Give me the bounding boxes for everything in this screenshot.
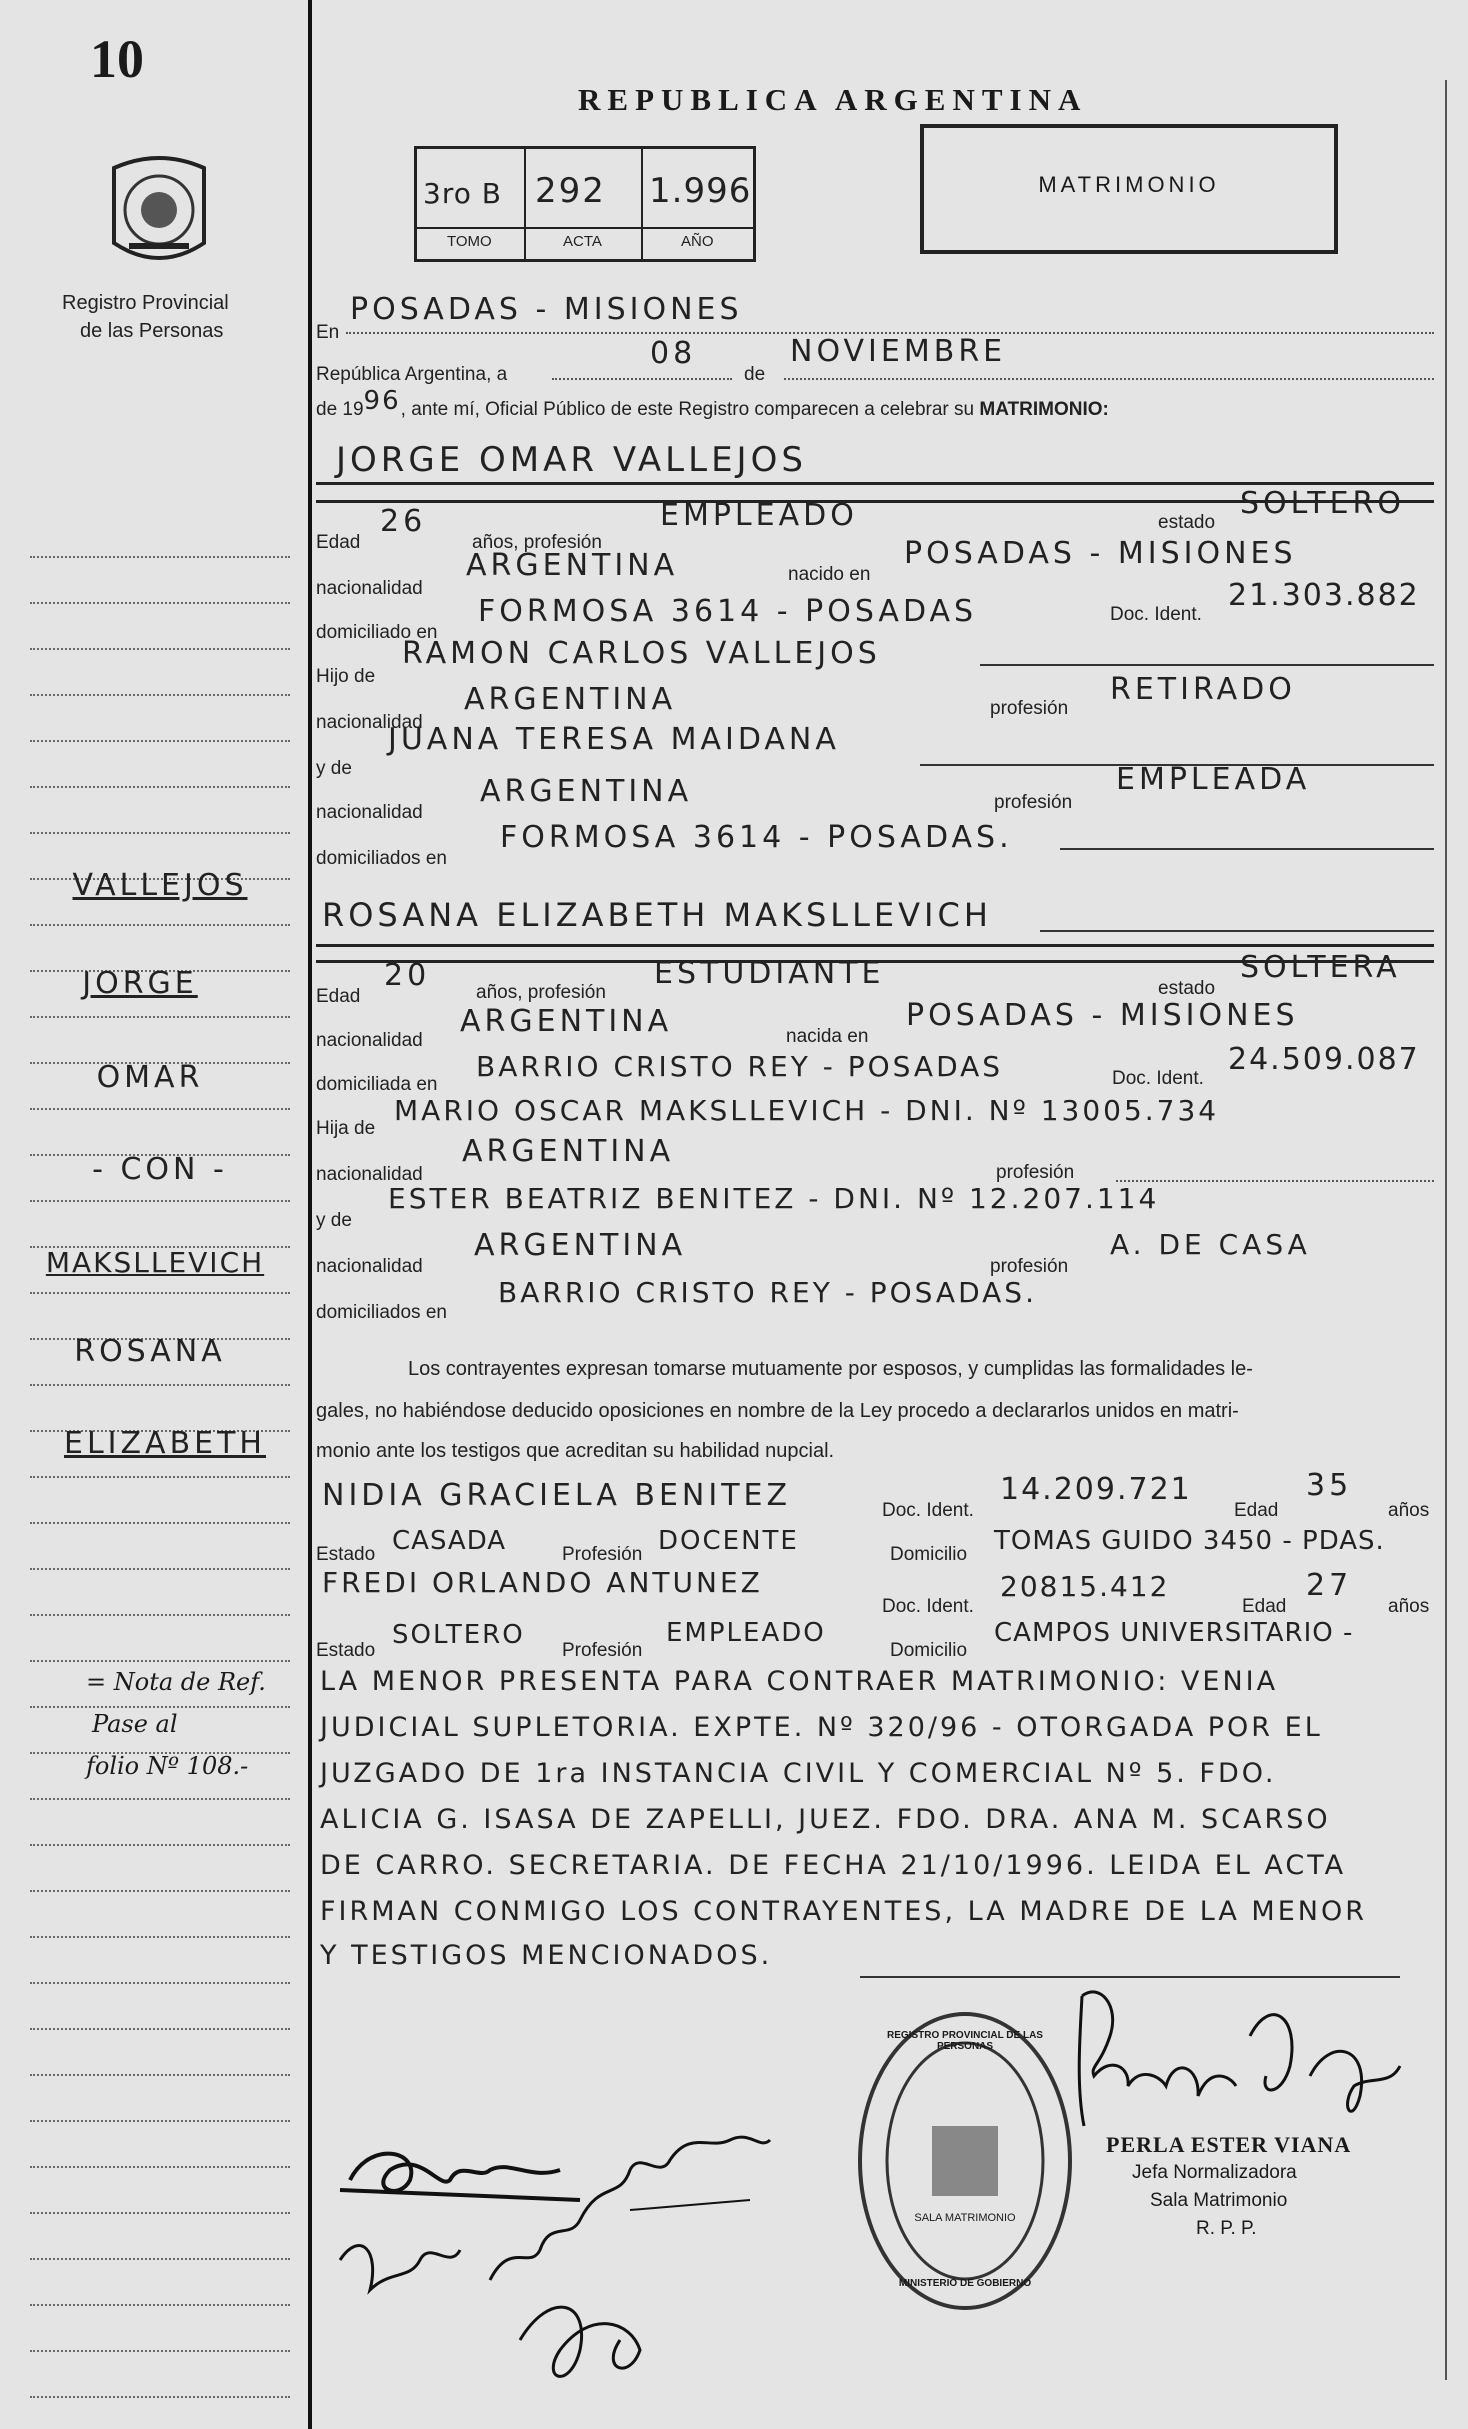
intro-sentence bbox=[316, 386, 1109, 422]
bride-father-prof-line bbox=[1116, 1180, 1434, 1182]
registry-stamp bbox=[858, 2012, 1072, 2310]
official-title: Jefa Normalizadora bbox=[1132, 2162, 1297, 2183]
margin-ruled-line bbox=[30, 832, 290, 834]
margin-ruled-line bbox=[30, 1798, 290, 1800]
margin-ruled-line bbox=[30, 1844, 290, 1846]
margin-ruled-line bbox=[30, 1200, 290, 1202]
stamp-outer-text: REGISTRO PROVINCIAL DE LAS PERSONAS bbox=[887, 2030, 1043, 2052]
stamp-inner-text: SALA MATRIMONIO bbox=[914, 2212, 1016, 2224]
groom-profession: EMPLEADO bbox=[660, 498, 858, 533]
left-margin-border bbox=[308, 0, 312, 2429]
page-number: 10 bbox=[90, 29, 144, 89]
margin-note-2: Pase al bbox=[92, 1710, 178, 1738]
groom-doc: 21.303.882 bbox=[1228, 578, 1420, 613]
margin-ruled-line bbox=[30, 924, 290, 926]
groom-name: JORGE OMAR VALLEJOS bbox=[336, 440, 807, 480]
margin-ruled-line bbox=[30, 1384, 290, 1386]
groom-prof-label: años, profesión bbox=[472, 532, 602, 553]
registry-line-2: de las Personas bbox=[80, 320, 224, 342]
official-name: PERLA ESTER VIANA bbox=[1106, 2132, 1352, 2157]
record-box bbox=[414, 146, 756, 262]
tomo-label: TOMO bbox=[447, 233, 492, 250]
margin-name-1: VALLEJOS bbox=[72, 868, 248, 903]
month-line bbox=[784, 378, 1434, 380]
note-line-7: Y TESTIGOS MENCIONADOS. bbox=[320, 1940, 773, 1971]
margin-ruled-line bbox=[30, 2166, 290, 2168]
bride-parents-address: BARRIO CRISTO REY - POSADAS. bbox=[498, 1276, 1037, 1309]
intro-text: , ante mí, Oficial Público de este Registro comparecen a celebrar su bbox=[400, 399, 975, 420]
bride-father-label: Hija de bbox=[316, 1118, 376, 1139]
bride-doc-label: Doc. Ident. bbox=[1112, 1068, 1204, 1089]
bride-mother-prof-label: profesión bbox=[990, 1256, 1069, 1277]
margin-ruled-line bbox=[30, 1890, 290, 1892]
witness-1-doc: 14.209.721 bbox=[1000, 1472, 1192, 1507]
right-border bbox=[1445, 80, 1447, 2380]
bride-born-label: nacida en bbox=[786, 1026, 869, 1047]
bride-birthplace: POSADAS - MISIONES bbox=[906, 998, 1299, 1033]
witness-1-age-label: Edad bbox=[1234, 1500, 1279, 1521]
groom-father-prof-label: profesión bbox=[990, 698, 1069, 719]
bride-state-label: estado bbox=[1158, 978, 1216, 999]
bride-mother-prof: A. DE CASA bbox=[1110, 1228, 1311, 1261]
bride-name-line bbox=[1040, 930, 1434, 932]
margin-name-3: OMAR bbox=[96, 1060, 204, 1095]
witness-2-dom-label: Domicilio bbox=[890, 1640, 968, 1661]
note-line-5: DE CARRO. SECRETARIA. DE FECHA 21/10/1996. LEIDA EL ACTA bbox=[320, 1850, 1347, 1881]
margin-ruled-line bbox=[30, 2212, 290, 2214]
intro-year: 96 bbox=[363, 386, 401, 416]
margin-ruled-line bbox=[30, 2304, 290, 2306]
doc-type-label: MATRIMONIO bbox=[1038, 172, 1220, 197]
bride-name-rule bbox=[316, 944, 1434, 947]
margin-name-6: ROSANA bbox=[74, 1334, 226, 1369]
intro-month: NOVIEMBRE bbox=[790, 334, 1007, 369]
bride-nat-label: nacionalidad bbox=[316, 1030, 423, 1051]
groom-doc-label: Doc. Ident. bbox=[1110, 604, 1202, 625]
margin-ruled-line bbox=[30, 1292, 290, 1294]
groom-father-nat: ARGENTINA bbox=[464, 682, 677, 717]
bride-father-prof-label: profesión bbox=[996, 1162, 1075, 1183]
groom-age: 26 bbox=[380, 504, 427, 539]
ano-value: 1.996 bbox=[649, 171, 752, 211]
witness-1-prof-label: Profesión bbox=[562, 1544, 643, 1565]
bride-nationality: ARGENTINA bbox=[460, 1004, 673, 1039]
ano-label: AÑO bbox=[681, 233, 714, 250]
intro-day: 08 bbox=[650, 336, 697, 371]
margin-ruled-line bbox=[30, 2350, 290, 2352]
margin-ruled-line bbox=[30, 694, 290, 696]
bride-profession: ESTUDIANTE bbox=[654, 956, 885, 991]
margin-ruled-line bbox=[30, 1568, 290, 1570]
bride-father-nat: ARGENTINA bbox=[462, 1134, 675, 1169]
bride-state: SOLTERA bbox=[1240, 950, 1401, 985]
groom-mother-prof-label: profesión bbox=[994, 792, 1073, 813]
groom-mother-label: y de bbox=[316, 758, 352, 779]
de-label: de bbox=[744, 364, 766, 385]
bride-dom-label: domiciliada en bbox=[316, 1074, 438, 1095]
margin-note-1: = Nota de Ref. bbox=[86, 1668, 266, 1696]
margin-ruled-line bbox=[30, 648, 290, 650]
groom-father-line bbox=[980, 664, 1434, 666]
witness-1-state-label: Estado bbox=[316, 1544, 376, 1565]
acta-label: ACTA bbox=[563, 233, 602, 250]
groom-father-prof: RETIRADO bbox=[1110, 672, 1296, 707]
official-office: Sala Matrimonio bbox=[1150, 2190, 1288, 2211]
witness-2-address: CAMPOS UNIVERSITARIO - bbox=[994, 1618, 1354, 1648]
margin-ruled-line bbox=[30, 2396, 290, 2398]
bride-father: MARIO OSCAR MAKSLLEVICH - DNI. Nº 13005.734 bbox=[394, 1094, 1220, 1127]
margin-ruled-line bbox=[30, 1660, 290, 1662]
registry-emblem bbox=[104, 148, 214, 268]
party-signatures bbox=[330, 2120, 790, 2400]
bride-mother: ESTER BEATRIZ BENITEZ - DNI. Nº 12.207.114 bbox=[388, 1182, 1160, 1215]
doc-type-box bbox=[920, 124, 1338, 254]
margin-ruled-line bbox=[30, 740, 290, 742]
margin-ruled-line bbox=[30, 1016, 290, 1018]
margin-ruled-line bbox=[30, 1476, 290, 1478]
bride-mother-nat-label: nacionalidad bbox=[316, 1256, 423, 1277]
witness-1-doc-label: Doc. Ident. bbox=[882, 1500, 974, 1521]
intro-place: POSADAS - MISIONES bbox=[350, 292, 743, 327]
margin-note-3: folio Nº 108.- bbox=[86, 1752, 249, 1780]
witness-2-age: 27 bbox=[1306, 1568, 1353, 1603]
witness-1-address: TOMAS GUIDO 3450 - PDAS. bbox=[994, 1526, 1385, 1556]
witness-1-years-label: años bbox=[1388, 1500, 1430, 1521]
groom-state-label: estado bbox=[1158, 512, 1216, 533]
groom-mother-nat-label: nacionalidad bbox=[316, 802, 423, 823]
groom-mother: JUANA TERESA MAIDANA bbox=[388, 722, 840, 757]
bride-prof-label: años, profesión bbox=[476, 982, 606, 1003]
margin-ruled-line bbox=[30, 2074, 290, 2076]
margin-ruled-line bbox=[30, 1936, 290, 1938]
witness-2-state: SOLTERO bbox=[392, 1620, 525, 1650]
year-prefix: de 19 bbox=[316, 399, 364, 420]
witness-2-profession: EMPLEADO bbox=[666, 1618, 826, 1648]
margin-ruled-line bbox=[30, 2258, 290, 2260]
witness-1-state: CASADA bbox=[392, 1526, 507, 1556]
declaration-line-1: Los contrayentes expresan tomarse mutuamente por esposos, y cumplidas las formalidades le- bbox=[408, 1358, 1253, 1380]
margin-ruled-line bbox=[30, 1982, 290, 1984]
witness-1-profession: DOCENTE bbox=[658, 1526, 799, 1556]
groom-dom-label: domiciliado en bbox=[316, 622, 438, 643]
groom-father-nat-label: nacionalidad bbox=[316, 712, 423, 733]
margin-ruled-line bbox=[30, 786, 290, 788]
note-line-4: ALICIA G. ISASA DE ZAPELLI, JUEZ. FDO. DRA. ANA M. SCARSO bbox=[320, 1804, 1331, 1835]
witness-2-name: FREDI ORLANDO ANTUNEZ bbox=[322, 1566, 763, 1599]
groom-father: RAMON CARLOS VALLEJOS bbox=[402, 636, 881, 671]
bride-parents-dom-label: domiciliados en bbox=[316, 1302, 447, 1323]
witness-2-prof-label: Profesión bbox=[562, 1640, 643, 1661]
stamp-bottom-text: MINISTERIO DE GOBIERNO bbox=[898, 2278, 1032, 2289]
country-title: REPUBLICA ARGENTINA bbox=[578, 82, 1088, 117]
bride-father-nat-label: nacionalidad bbox=[316, 1164, 423, 1185]
en-label: En bbox=[316, 322, 340, 343]
margin-ruled-line bbox=[30, 1706, 290, 1708]
groom-parents-line bbox=[1060, 848, 1434, 850]
witness-1-dom-label: Domicilio bbox=[890, 1544, 968, 1565]
note-line-3: JUZGADO DE 1ra INSTANCIA CIVIL Y COMERCIAL Nº 5. FDO. bbox=[320, 1758, 1277, 1789]
note-line-6: FIRMAN CONMIGO LOS CONTRAYENTES, LA MADRE DE LA MENOR bbox=[320, 1896, 1367, 1927]
groom-parents-dom-label: domiciliados en bbox=[316, 848, 447, 869]
day-line bbox=[552, 378, 732, 380]
witness-2-doc: 20815.412 bbox=[1000, 1570, 1170, 1603]
official-abbr: R. P. P. bbox=[1196, 2218, 1257, 2239]
margin-name-7: ELIZABETH bbox=[63, 1426, 266, 1461]
witness-2-years-label: años bbox=[1388, 1596, 1430, 1617]
margin-ruled-line bbox=[30, 556, 290, 558]
intro-text-bold: MATRIMONIO: bbox=[979, 399, 1109, 420]
margin-name-5: MAKSLLEVICH bbox=[45, 1246, 265, 1279]
margin-ruled-line bbox=[30, 1614, 290, 1616]
note-line-2: JUDICIAL SUPLETORIA. EXPTE. Nº 320/96 - OTORGADA POR EL bbox=[320, 1712, 1323, 1743]
margin-ruled-line bbox=[30, 1522, 290, 1524]
groom-mother-nat: ARGENTINA bbox=[480, 774, 693, 809]
groom-state: SOLTERO bbox=[1240, 486, 1405, 521]
witness-1-age: 35 bbox=[1306, 1468, 1353, 1503]
groom-name-rule bbox=[316, 482, 1434, 485]
tomo-value: 3ro B bbox=[423, 177, 502, 210]
registry-line-1: Registro Provincial bbox=[62, 292, 229, 314]
groom-nat-label: nacionalidad bbox=[316, 578, 423, 599]
bride-age: 20 bbox=[384, 958, 431, 993]
margin-ruled-line bbox=[30, 1108, 290, 1110]
margin-ruled-line bbox=[30, 2028, 290, 2030]
bride-name: ROSANA ELIZABETH MAKSLLEVICH bbox=[322, 896, 992, 934]
margin-ruled-line bbox=[30, 2120, 290, 2122]
groom-nationality: ARGENTINA bbox=[466, 548, 679, 583]
bride-mother-label: y de bbox=[316, 1210, 352, 1231]
declaration-line-2: gales, no habiéndose deducido oposiciones en nombre de la Ley procedo a declararlos unidos en matri- bbox=[316, 1400, 1239, 1422]
groom-born-label: nacido en bbox=[788, 564, 871, 585]
note-line-1: LA MENOR PRESENTA PARA CONTRAER MATRIMONIO: VENIA bbox=[320, 1666, 1279, 1697]
bride-mother-nat: ARGENTINA bbox=[474, 1228, 687, 1263]
groom-age-label: Edad bbox=[316, 532, 361, 553]
witness-2-doc-label: Doc. Ident. bbox=[882, 1596, 974, 1617]
margin-name-2: JORGE bbox=[82, 966, 198, 1001]
rep-label: República Argentina, a bbox=[316, 364, 508, 385]
groom-birthplace: POSADAS - MISIONES bbox=[904, 536, 1297, 571]
declaration-line-3: monio ante los testigos que acreditan su habilidad nupcial. bbox=[316, 1440, 835, 1462]
bride-age-label: Edad bbox=[316, 986, 361, 1007]
margin-name-4: - CON - bbox=[92, 1152, 228, 1187]
bride-address: BARRIO CRISTO REY - POSADAS bbox=[476, 1050, 1004, 1083]
groom-parents-address: FORMOSA 3614 - POSADAS. bbox=[500, 820, 1013, 855]
margin-ruled-line bbox=[30, 602, 290, 604]
acta-value: 292 bbox=[535, 171, 606, 211]
groom-mother-prof: EMPLEADA bbox=[1116, 762, 1311, 797]
witness-1-name: NIDIA GRACIELA BENITEZ bbox=[322, 1478, 792, 1513]
official-signature bbox=[1070, 1976, 1410, 2146]
groom-address: FORMOSA 3614 - POSADAS bbox=[478, 594, 978, 629]
bride-doc: 24.509.087 bbox=[1228, 1042, 1420, 1077]
witness-2-state-label: Estado bbox=[316, 1640, 376, 1661]
witness-2-age-label: Edad bbox=[1242, 1596, 1287, 1617]
groom-father-label: Hijo de bbox=[316, 666, 376, 687]
